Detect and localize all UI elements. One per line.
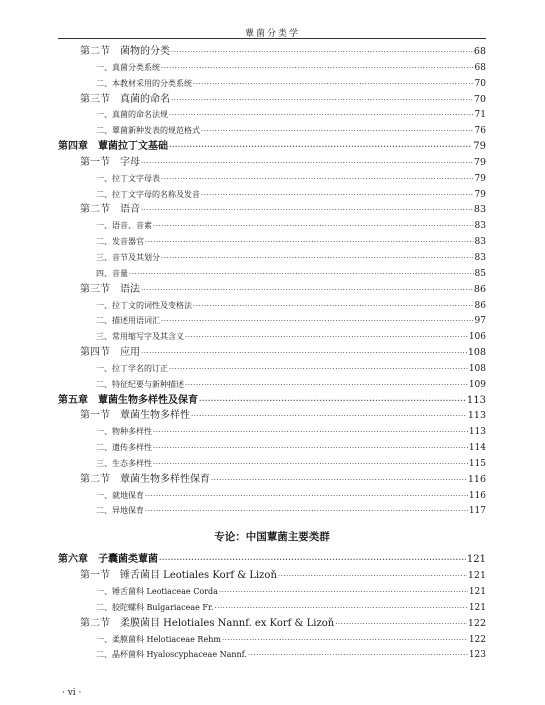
toc-entry-item xyxy=(58,584,486,600)
running-head: 蕈菌分类学 xyxy=(244,29,300,39)
leader-dots xyxy=(161,172,474,187)
toc-entry-page: 79 xyxy=(474,189,486,200)
toc-entry-page: 83 xyxy=(473,204,486,216)
toc-entry-page: 83 xyxy=(474,221,486,232)
toc-entry-chapter xyxy=(58,552,486,568)
toc-entry-title: 第四章 蕈菌拉丁文基础 xyxy=(58,141,168,153)
toc-entry-title: 一、真菌分类系统 xyxy=(96,62,160,72)
toc-part-1 xyxy=(58,44,486,519)
toc-entry-page: 68 xyxy=(473,46,486,57)
toc-entry-page: 113 xyxy=(466,394,486,406)
special-topic-heading: 专论：中国蕈菌主要类群 xyxy=(214,531,330,544)
toc-entry-title: 一、物种多样性 xyxy=(96,427,152,437)
toc-entry-page: 85 xyxy=(474,268,486,279)
toc-entry-section xyxy=(58,282,486,298)
leader-dots xyxy=(169,139,472,155)
toc-entry-page: 121 xyxy=(467,570,486,582)
toc-entry-page: 83 xyxy=(474,237,486,248)
toc-entry-page: 79 xyxy=(473,141,486,153)
toc-entry-section xyxy=(58,92,486,108)
leader-dots xyxy=(145,504,468,519)
toc-entry-title: 第一节 蕈菌生物多样性 xyxy=(80,410,190,422)
toc-entry-title: 三、常用缩写字及其含义 xyxy=(96,332,184,342)
toc-entry-title: 一、就地保育 xyxy=(96,490,144,500)
toc-entry-page: 79 xyxy=(474,173,486,184)
leader-dots xyxy=(201,124,474,139)
toc-entry-title: 第四节 应用 xyxy=(80,347,140,359)
toc-entry-page: 116 xyxy=(468,490,486,501)
toc-entry-title: 第三节 真菌的命名 xyxy=(80,93,170,105)
toc-entry-chapter xyxy=(58,393,486,409)
toc-entry-item xyxy=(58,234,486,250)
leader-dots xyxy=(248,648,468,663)
toc-entry-page: 114 xyxy=(468,443,486,454)
toc-entry-page: 106 xyxy=(468,332,486,343)
toc-entry-page: 71 xyxy=(474,110,486,121)
toc-entry-item xyxy=(58,123,486,139)
toc-entry-item xyxy=(58,171,486,187)
toc-entry-title: 一、拉丁学名的订正 xyxy=(96,363,168,373)
toc-entry-item xyxy=(58,456,486,472)
toc-entry-title: 第五章 蕈菌生物多样性及保育 xyxy=(58,394,198,406)
toc-entry-item xyxy=(58,250,486,266)
toc-entry-page: 122 xyxy=(467,617,486,629)
toc-entry-page: 70 xyxy=(474,78,486,89)
toc-entry-page: 86 xyxy=(473,283,486,295)
toc-entry-title: 第二节 蕈菌生物多样性保育 xyxy=(80,473,210,485)
toc-entry-title: 二、描述用语词汇 xyxy=(96,316,160,326)
leader-dots xyxy=(169,108,474,123)
toc-entry-title: 二、异地保育 xyxy=(96,506,144,516)
toc-entry-title: 第三节 语法 xyxy=(80,283,140,295)
toc-entry-title: 一、语音、音素 xyxy=(96,221,152,231)
toc-entry-title: 第二节 菌物的分类 xyxy=(80,46,170,57)
toc-entry-page: 86 xyxy=(474,300,486,311)
toc-entry-item xyxy=(58,187,486,203)
toc-entry-item xyxy=(58,424,486,440)
toc-entry-item xyxy=(58,313,486,329)
toc-part-2 xyxy=(58,552,486,663)
leader-dots xyxy=(201,188,474,203)
toc-entry-page: 121 xyxy=(468,587,486,597)
toc-entry-title: 二、蕈菌新种发表的规范格式 xyxy=(96,126,200,136)
leader-dots xyxy=(141,346,467,361)
toc-entry-page: 108 xyxy=(467,347,486,359)
toc-entry-item xyxy=(58,76,486,92)
toc-entry-page: 116 xyxy=(467,473,486,485)
toc-entry-title: 二、拉丁文字母的名称及发音 xyxy=(96,189,200,199)
toc-entry-page: 76 xyxy=(474,126,486,137)
toc-entry-title: 三、生态多样性 xyxy=(96,458,152,468)
toc-entry-title: 第二节 柔膜菌目 Helotiales Nannf. ex Korf & Lizoň xyxy=(80,617,335,629)
toc-entry-chapter xyxy=(58,139,486,155)
toc-entry-title: 一、拉丁文的词性及变格法 xyxy=(96,300,192,310)
toc-entry-page: 83 xyxy=(474,252,486,263)
leader-dots xyxy=(171,93,473,108)
leader-dots xyxy=(141,283,473,298)
toc-entry-section xyxy=(58,155,486,171)
leader-dots xyxy=(169,362,468,377)
leader-dots xyxy=(185,378,468,393)
leader-dots xyxy=(153,425,468,440)
table-of-contents xyxy=(58,44,486,663)
leader-dots xyxy=(193,77,474,92)
toc-entry-page: 68 xyxy=(474,62,486,73)
toc-entry-title: 一、柔膜菌科 Helotiaceae Rehm xyxy=(96,634,221,644)
toc-entry-title: 二、晶杯菌科 Hyaloscyphaceae Nannf. xyxy=(96,650,247,660)
toc-entry-title: 一、拉丁文字母表 xyxy=(96,173,160,183)
leader-dots xyxy=(161,61,474,76)
leader-dots xyxy=(153,457,468,472)
leader-dots xyxy=(211,473,467,488)
toc-entry-title: 二、胶陀螺科 Bulgariaceae Fr. xyxy=(96,602,214,612)
toc-entry-page: 79 xyxy=(473,156,486,168)
header-rule xyxy=(58,38,486,39)
leader-dots xyxy=(141,156,473,171)
leader-dots xyxy=(222,633,468,648)
toc-entry-item xyxy=(58,218,486,234)
toc-entry-page: 113 xyxy=(468,427,486,438)
leader-dots xyxy=(191,409,467,424)
leader-dots xyxy=(199,393,466,409)
toc-entry-page: 109 xyxy=(468,379,486,390)
toc-entry-item xyxy=(58,647,486,663)
leader-dots xyxy=(161,314,474,329)
toc-entry-section xyxy=(58,345,486,361)
toc-entry-item xyxy=(58,440,486,456)
leader-dots xyxy=(141,203,473,218)
leader-dots xyxy=(153,441,468,456)
toc-entry-section xyxy=(58,616,486,632)
toc-entry-item xyxy=(58,266,486,282)
leader-dots xyxy=(185,330,468,345)
page-folio: · vi · xyxy=(62,688,82,698)
toc-entry-title: 四、音量 xyxy=(96,268,128,278)
toc-entry-item xyxy=(58,488,486,504)
toc-entry-title: 第二节 语音 xyxy=(80,204,140,216)
leader-dots xyxy=(335,617,467,632)
section-gap xyxy=(58,519,486,528)
toc-entry-title: 二、特征纪要与新种描述 xyxy=(96,379,184,389)
leader-dots xyxy=(159,552,466,568)
leader-dots xyxy=(129,267,474,282)
leader-dots xyxy=(161,251,474,266)
toc-entry-title: 一、锤舌菌科 Leotiaceae Corda xyxy=(96,587,218,596)
leader-dots xyxy=(219,585,468,600)
toc-entry-page: 117 xyxy=(468,506,486,517)
toc-entry-item xyxy=(58,503,486,519)
toc-entry-section xyxy=(58,472,486,488)
toc-entry-title: 一、真菌的命名法规 xyxy=(96,110,168,120)
toc-entry-page: 97 xyxy=(474,316,486,327)
toc-entry-page: 108 xyxy=(468,363,486,374)
toc-entry-title: 三、音节及其划分 xyxy=(96,252,160,262)
toc-entry-section xyxy=(58,408,486,424)
leader-dots xyxy=(171,45,473,60)
toc-entry-page: 122 xyxy=(468,634,486,645)
toc-entry-title: 第一节 锤舌菌目 Leotiales Korf & Lizoň xyxy=(80,570,277,582)
toc-entry-item xyxy=(58,361,486,377)
toc-entry-page: 121 xyxy=(466,554,486,566)
toc-entry-title: 第一节 字母 xyxy=(80,156,140,168)
toc-entry-page: 115 xyxy=(468,458,486,469)
toc-entry-item xyxy=(58,600,486,616)
toc-entry-section xyxy=(58,202,486,218)
leader-dots xyxy=(214,601,467,616)
toc-entry-item xyxy=(58,298,486,314)
toc-entry-section xyxy=(58,44,486,60)
toc-entry-page: 113 xyxy=(467,410,486,422)
leader-dots xyxy=(145,489,468,504)
toc-entry-title: 二、本教材采用的分类系统 xyxy=(96,78,192,88)
toc-entry-item xyxy=(58,329,486,345)
toc-entry-item xyxy=(58,107,486,123)
toc-entry-title: 第六章 子囊菌类蕈菌 xyxy=(58,554,158,566)
toc-entry-title: 二、遗传多样性 xyxy=(96,443,152,453)
leader-dots xyxy=(278,569,467,584)
leader-dots xyxy=(193,299,474,314)
toc-entry-item xyxy=(58,632,486,648)
toc-entry-page: 121 xyxy=(468,602,486,613)
toc-entry-section xyxy=(58,568,486,584)
toc-entry-item xyxy=(58,60,486,76)
leader-dots xyxy=(145,235,474,250)
toc-entry-page: 123 xyxy=(468,650,486,661)
leader-dots xyxy=(153,219,474,234)
toc-entry-item xyxy=(58,377,486,393)
toc-entry-title: 二、发音器官 xyxy=(96,237,144,247)
toc-entry-page: 70 xyxy=(473,93,486,105)
